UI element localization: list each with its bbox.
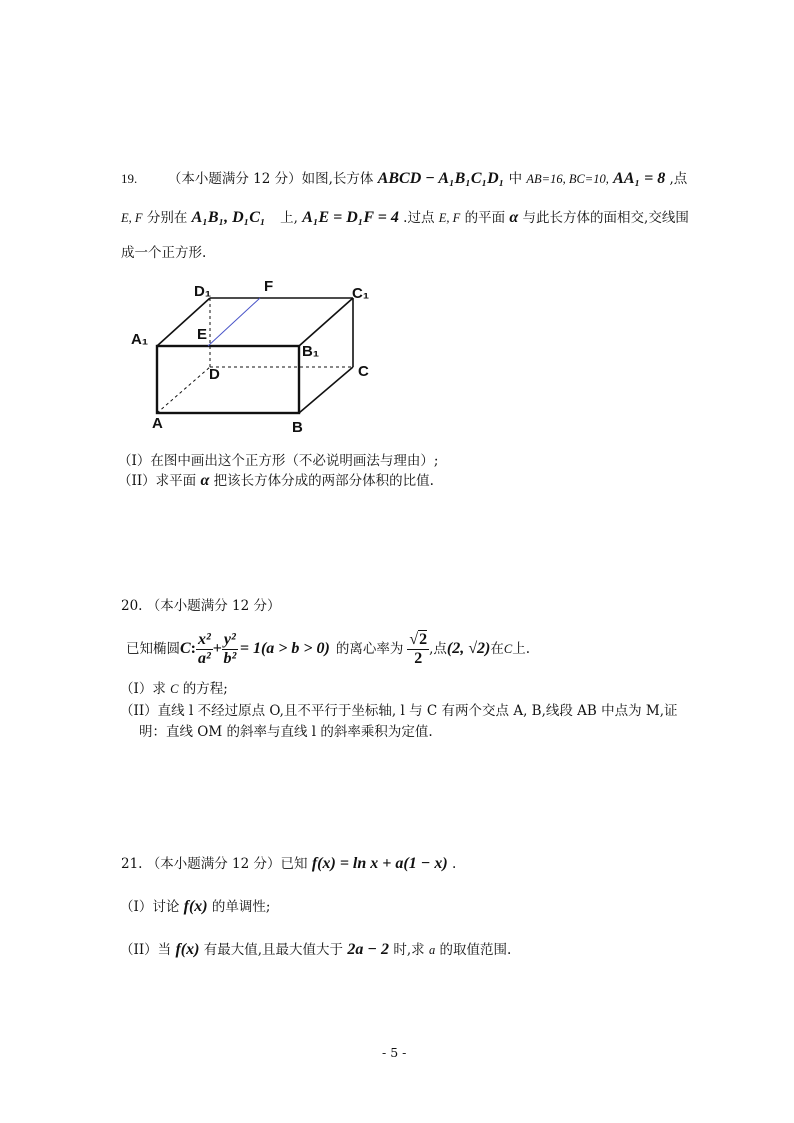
q21-part2-expr: 2a − 2 [347,941,390,958]
q21-part1-b: 的单调性; [211,899,271,915]
label-e: E [197,326,208,343]
cuboid-figure [125,278,395,438]
q20-header: 20. （本小题满分 12 分） [121,598,281,614]
q20-line1-a: 已知椭圆 [126,641,180,657]
frac-x2-num: x² [198,630,211,648]
front-face [157,346,299,413]
label-d1: D₁ [194,283,212,300]
q21-part2 [120,941,511,959]
q20-part1 [120,680,228,698]
q20-line1: 已知椭圆 C : $\frac{\text{x²}}{\text{a²}}$ + $\frac{\text{y²}}{\text{b²}}$ = 1(a > b > 0) 的离心率为 $\frac{√2}{2}$ ,点 (2, √2) 在 C 上. [126,630,530,667]
hidden-edge-a-d [157,367,210,413]
q19-ef: E, F [121,211,143,225]
q20-part1-c: C [170,682,179,696]
q21-part1-a: （I）讨论 [120,899,180,915]
q20-c: C [180,640,191,657]
q19-aa1-expr: AA₁ = 8 [613,170,666,187]
q20-point: (2, √2) [446,640,491,657]
q20-line1-d: 在 [490,641,504,657]
q19-box-expr: ABCD − A₁B₁C₁D₁ [377,170,505,187]
label-a: A [152,415,163,432]
label-b: B [292,419,303,436]
q21-part2-b: 有最大值,且最大值大于 [203,942,344,958]
q21-part1 [120,898,270,916]
q19-edges-expr: A₁B₁, D₁C₁ [191,209,266,226]
q19-end1: ,点 [669,171,688,187]
frac-x2-den: a² [198,649,211,667]
q21-func: f(x) = ln x + a(1 − x) [311,855,448,872]
q19-part2 [118,472,434,490]
frac-ecc-num: √2 [409,630,428,648]
frac-ecc [407,631,429,668]
label-c: C [358,363,369,380]
label-c1: C₁ [352,285,370,302]
q21-part2-c: 时,求 [393,942,425,958]
q19-line2-e: 与此长方体的面相交,交线围 [522,210,689,226]
label-d: D [209,366,220,383]
q19-line2 [121,209,689,227]
q19-line2-a: 分别在 [146,210,188,226]
q21-part2-d: 的取值范围. [439,942,512,958]
q20-line1-c: ,点 [429,641,447,657]
label-f: F [264,278,274,295]
q19-ef2: E, F [438,211,461,225]
q21-part2-f: f(x) [175,941,200,958]
q19-mid: 中 [508,171,523,187]
q20-cs: C [503,642,513,656]
q19-number: 19. [121,171,138,186]
q19-part1: （I）在图中画出这个正方形（不必说明画法与理由）; [118,453,439,469]
segment-ef [208,298,260,346]
frac-y2-num: y² [223,630,236,648]
frac-x2-a2 [196,631,213,668]
q19-dims: AB=16, BC=10, [526,172,609,186]
q19-part2-a: （II）求平面 [118,473,197,489]
q20-eq-rest: = 1(a > b > 0) [239,640,330,657]
q21-header [121,855,456,873]
q20-line1-e: 上. [512,641,530,657]
q20-part2-line1: （II）直线 l 不经过原点 O,且不平行于坐标轴, l 与 C 有两个交点 A, B,线段 AB 中点为 M,证 [120,703,678,719]
edge-b-c [299,367,353,413]
q19-alpha: α [509,209,519,226]
label-a1: A₁ [131,331,149,348]
q20-line1-b: 的离心率为 [335,641,404,657]
q21-part1-f: f(x) [183,898,208,915]
label-b1: B₁ [302,343,320,360]
sqrt2-value: 2 [419,630,428,648]
q21-header-a: 21. （本小题满分 12 分）已知 [121,856,308,872]
q19-line2-b: 上, [280,210,298,226]
edge-b1-c1 [299,298,353,346]
q19-line3: 成一个正方形. [121,245,207,261]
q19-line2-c: .过点 [403,210,435,226]
q19-line1 [121,170,687,188]
q20-part1-b: 的方程; [182,681,228,697]
q20-part2-line2: 明：直线 OM 的斜率与直线 l 的斜率乘积为定值. [139,724,433,740]
q19-part2-alpha: α [200,472,210,489]
frac-y2-b2 [222,631,238,668]
q19-line2-d: 的平面 [464,210,506,226]
q21-header-b: . [452,856,457,872]
q21-part2-a-var: a [428,943,436,957]
q21-part2-a: （II）当 [120,942,172,958]
page-number: - 5 - [382,1045,407,1060]
q20-part1-a: （I）求 [120,681,166,697]
q19-part2-b: 把该长方体分成的两部分体积的比值. [213,473,434,489]
frac-y2-den: b² [223,649,237,667]
q19-eq-expr: A₁E = D₁F = 4 [302,209,399,226]
frac-ecc-den: 2 [414,649,423,667]
q19-intro: （本小题满分 12 分）如图,长方体 [167,171,374,187]
